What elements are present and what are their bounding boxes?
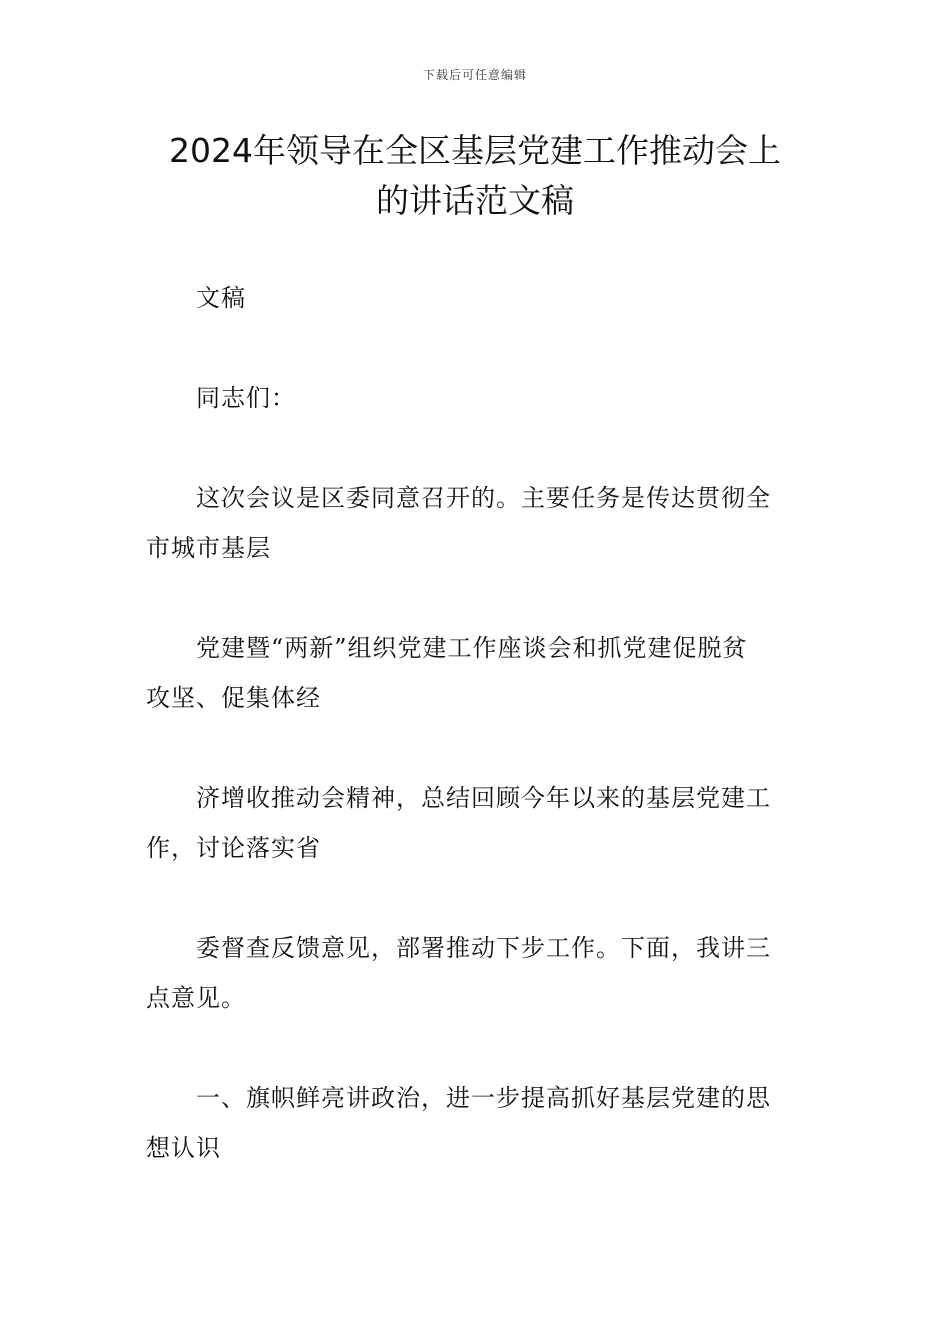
paragraph-line: 同志们：	[196, 384, 296, 412]
paragraph-draft-label	[146, 273, 808, 323]
paragraph-line: 党建暨“两新”组织党建工作座谈会和抓党建促脱贫	[196, 634, 748, 662]
paragraph-line: 委督查反馈意见，部署推动下步工作。下面，我讲三	[196, 934, 771, 962]
paragraph-section-one-heading	[146, 1073, 808, 1173]
title-line-1: 2024年领导在全区基层党建工作推动会上	[169, 131, 781, 170]
paragraph-line: 文稿	[196, 284, 246, 312]
title-line-2: 的讲话范文稿	[376, 181, 574, 220]
header-note: 下载后可任意编辑	[422, 68, 527, 82]
paragraph-line: 一、旗帜鲜亮讲政治，进一步提高抓好基层党建的思	[196, 1084, 771, 1112]
paragraph-line: 点意见。	[146, 984, 246, 1012]
document-title	[120, 126, 830, 226]
paragraph-line: 攻坚、促集体经	[146, 684, 321, 712]
paragraph-line: 市城市基层	[146, 534, 271, 562]
paragraph-line: 这次会议是区委同意召开的。主要任务是传达贯彻全	[196, 484, 771, 512]
paragraph-meeting-purpose	[146, 473, 808, 573]
paragraph-party-building	[146, 623, 808, 723]
paragraph-line: 作，讨论落实省	[146, 834, 321, 862]
paragraph-line: 济增收推动会精神，总结回顾今年以来的基层党建工	[196, 784, 771, 812]
paragraph-line: 想认识	[146, 1134, 221, 1162]
paragraph-income-growth	[146, 773, 808, 873]
paragraph-inspection-feedback	[146, 923, 808, 1023]
paragraph-salutation	[146, 373, 808, 423]
